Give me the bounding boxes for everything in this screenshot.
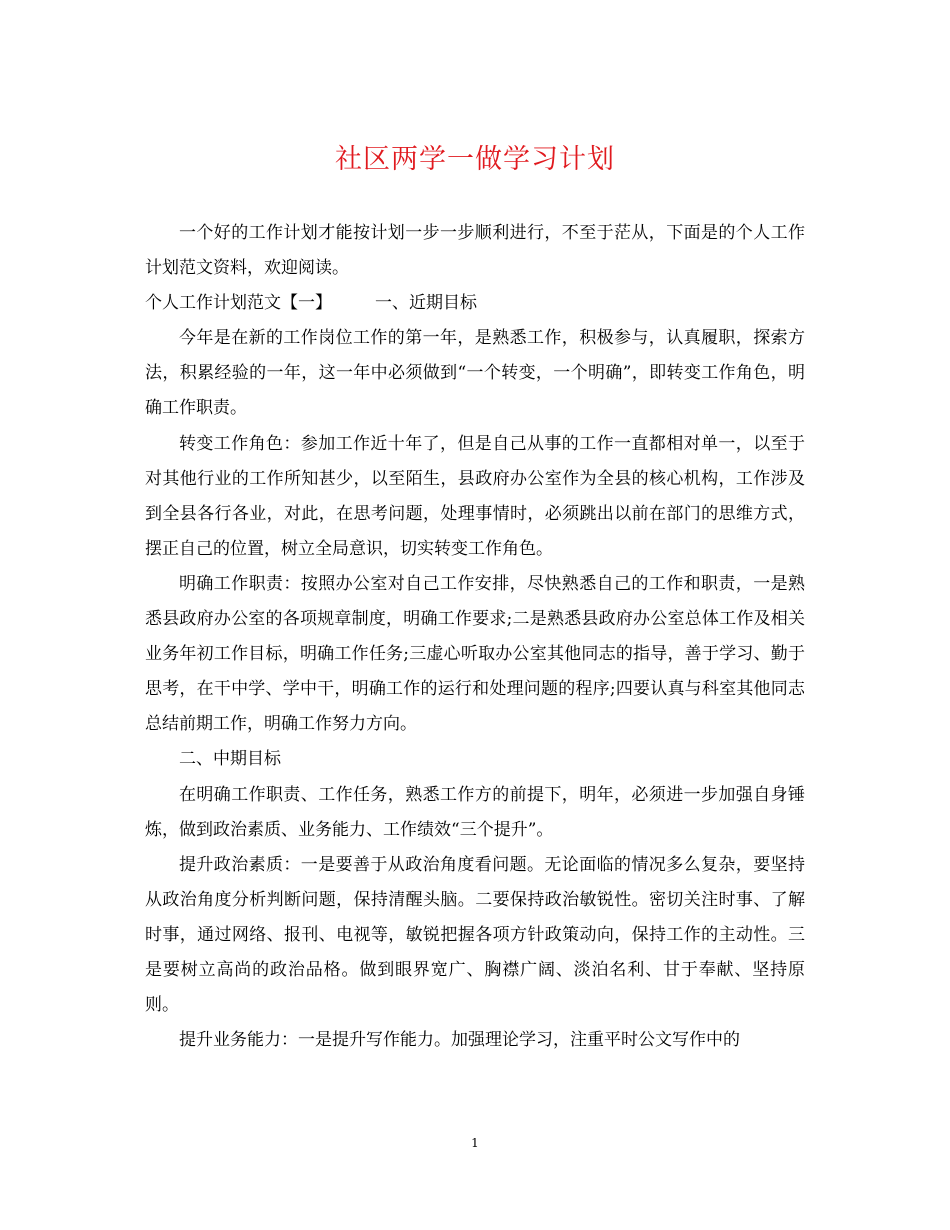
document-body xyxy=(145,216,805,1058)
section-line xyxy=(145,286,805,321)
business-ability-paragraph: 提升业务能力：一是提升写作能力。加强理论学习，注重平时公文写作中的 xyxy=(179,1030,740,1051)
near-term-goal-heading: 一、近期目标 xyxy=(375,293,477,314)
intro-paragraph: 一个好的工作计划才能按计划一步一步顺利进行，不至于茫从，下面是的个人工作计划范文资料，欢迎阅读。 xyxy=(145,223,805,279)
first-year-paragraph: 今年是在新的工作岗位工作的第一年，是熟悉工作，积极参与，认真履职，探索方法，积累经验的一年，这一年中必须做到“一个转变，一个明确”，即转变工作角色，明确工作职责。 xyxy=(145,328,805,419)
duty-clarify-paragraph: 明确工作职责：按照办公室对自己工作安排，尽快熟悉自己的工作和职责，一是熟悉县政府办公室的各项规章制度，明确工作要求;二是熟悉县政府办公室总体工作及相关业务年初工作目标，明确工作任务;三虚心听取办公室其他同志的指导，善于学习、勤于思考，在干中学、学中干，明确工作的运行和处理问题的程序;四要认真与科室其他同志总结前期工作，明确工作努力方向。 xyxy=(145,573,805,735)
section-label: 个人工作计划范文【一】 xyxy=(145,293,332,314)
mid-term-paragraph: 在明确工作职责、工作任务，熟悉工作方的前提下，明年，必须进一步加强自身锤炼，做到政治素质、业务能力、工作绩效“三个提升”。 xyxy=(145,784,805,840)
political-quality-paragraph: 提升政治素质：一是要善于从政治角度看问题。无论面临的情况多么复杂，要坚持从政治角度分析判断问题，保持清醒头脑。二要保持政治敏锐性。密切关注时事、了解时事，通过网络、报刊、电视等，敏锐把握各项方针政策动向，保持工作的主动性。三是要树立高尚的政治品格。做到眼界宽广、胸襟广阔、淡泊名利、甘于奉献、坚持原则。 xyxy=(145,854,805,1016)
document-title: 社区两学一做学习计划 xyxy=(335,144,615,175)
page-number: 1 xyxy=(471,1136,479,1150)
mid-term-goal-heading: 二、中期目标 xyxy=(179,749,281,770)
role-change-paragraph: 转变工作角色：参加工作近十年了，但是自己从事的工作一直都相对单一，以至于对其他行业的工作所知甚少，以至陌生，县政府办公室作为全县的核心机构，工作涉及到全县各行各业，对此，在思考问题，处理事情时，必须跳出以前在部门的思维方式，摆正自己的位置，树立全局意识，切实转变工作角色。 xyxy=(145,433,805,559)
